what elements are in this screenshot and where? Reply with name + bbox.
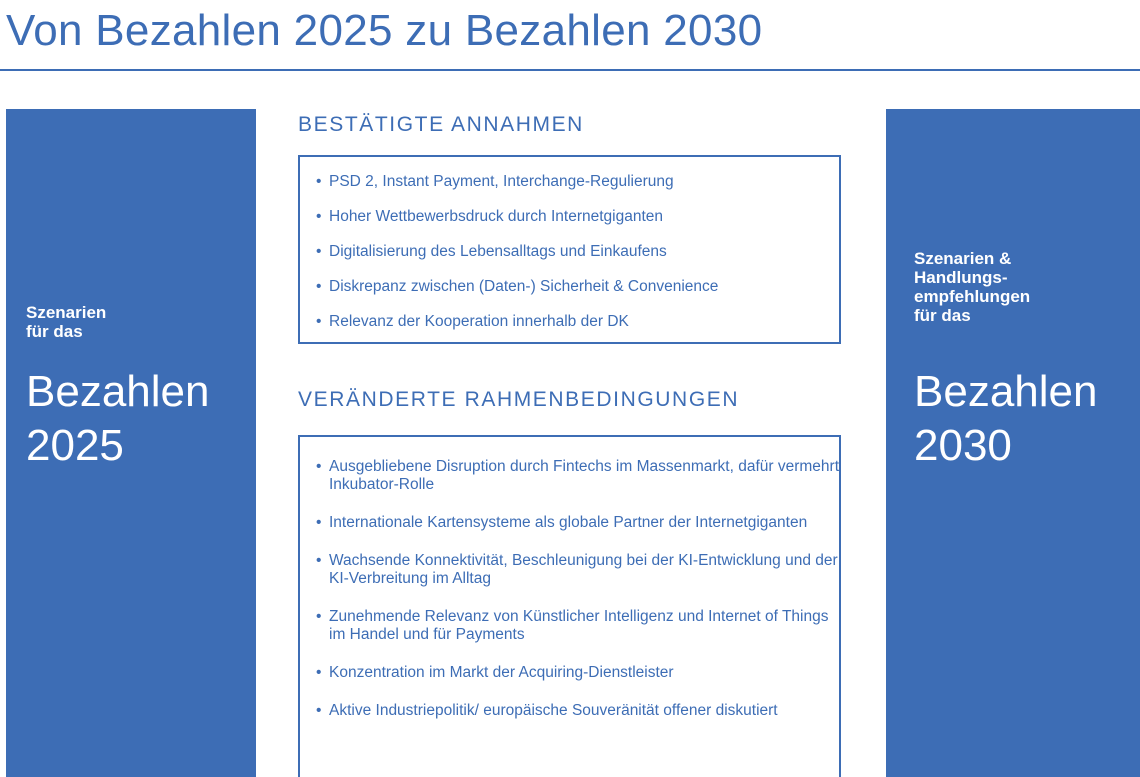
list-item: • Konzentration im Markt der Acquiring-Dienstleister — [316, 664, 839, 682]
section-heading-confirmed-assumptions: BESTÄTIGTE ANNAHMEN — [298, 113, 584, 136]
section-heading-changed-conditions: VERÄNDERTE RAHMENBEDINGUNGEN — [298, 388, 740, 411]
right-panel-subtitle: Szenarien & Handlungs- empfehlungen für das — [914, 249, 1031, 325]
list-item: • Wachsende Konnektivität, Beschleunigung bei der KI-Entwicklung und der KI-Verbreitung im Alltag — [316, 552, 839, 588]
list-item: • Relevanz der Kooperation innerhalb der DK — [316, 313, 839, 331]
page-title: Von Bezahlen 2025 zu Bezahlen 2030 — [6, 6, 763, 55]
changed-conditions-list — [300, 458, 839, 720]
list-item: • Internationale Kartensysteme als globale Partner der Internetgiganten — [316, 514, 839, 532]
list-item: • Aktive Industriepolitik/ europäische Souveränität offener diskutiert — [316, 702, 839, 720]
list-item: • PSD 2, Instant Payment, Interchange-Regulierung — [316, 173, 839, 191]
list-item: • Ausgebliebene Disruption durch Fintechs im Massenmarkt, dafür vermehrt Inkubator-Rolle — [316, 458, 839, 494]
changed-conditions-box — [298, 435, 841, 777]
list-item: • Hoher Wettbewerbsdruck durch Internetgiganten — [316, 208, 839, 226]
confirmed-assumptions-list — [300, 173, 839, 331]
right-panel-2030 — [886, 109, 1140, 777]
right-panel-headline: Bezahlen 2030 — [914, 367, 1098, 470]
list-item: • Digitalisierung des Lebensalltags und Einkaufens — [316, 243, 839, 261]
left-panel-headline: Bezahlen 2025 — [26, 367, 210, 470]
left-panel-2025 — [6, 109, 256, 777]
left-panel-subtitle: Szenarien für das — [26, 303, 107, 341]
list-item: • Zunehmende Relevanz von Künstlicher Intelligenz und Internet of Things im Handel und für Payments — [316, 608, 839, 644]
confirmed-assumptions-box — [298, 155, 841, 344]
list-item: • Diskrepanz zwischen (Daten-) Sicherheit & Convenience — [316, 278, 839, 296]
title-divider — [0, 69, 1140, 71]
